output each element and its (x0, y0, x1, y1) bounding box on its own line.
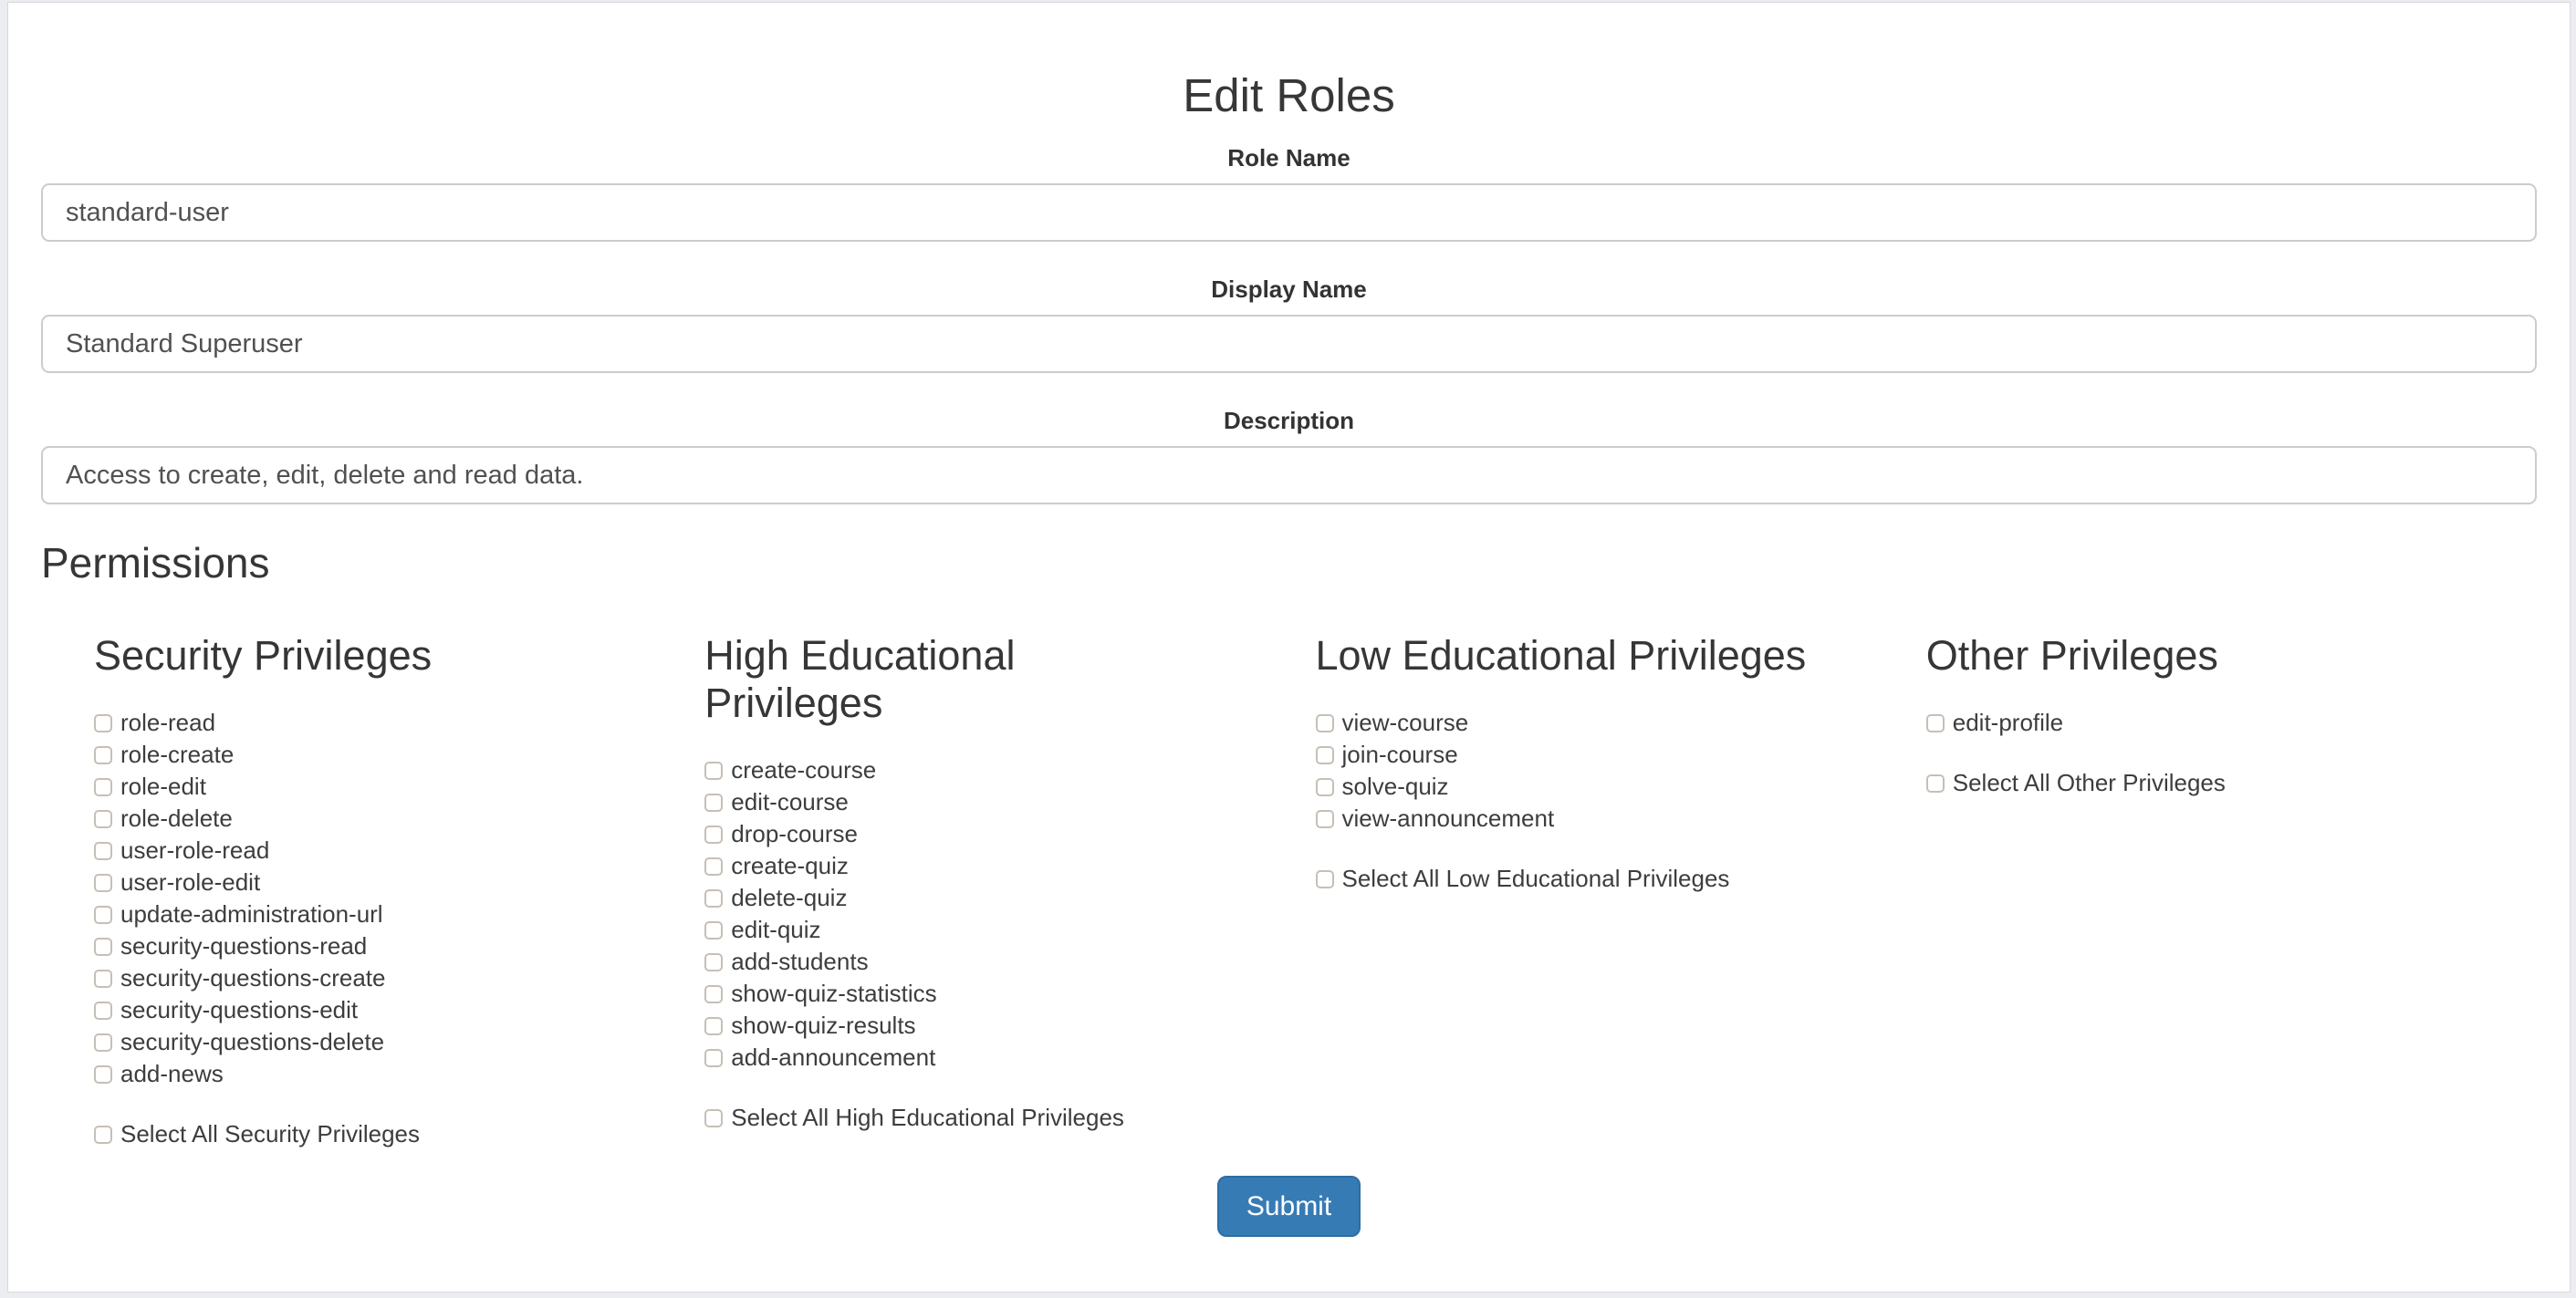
permission-row[interactable] (94, 962, 704, 994)
permission-label: drop-course (731, 820, 858, 847)
checkbox-create-quiz[interactable] (704, 857, 723, 876)
permission-row[interactable] (94, 1026, 704, 1058)
select-all-checkbox[interactable] (1316, 870, 1334, 888)
select-all-row[interactable] (94, 1118, 704, 1150)
role-name-input[interactable] (41, 183, 2537, 242)
permission-label: create-course (731, 756, 877, 784)
permission-label: show-quiz-statistics (731, 980, 937, 1007)
permission-group (1926, 632, 2537, 1150)
select-all-row[interactable] (1316, 863, 1926, 895)
permission-row[interactable] (94, 898, 704, 930)
permission-label: Select All Security Privileges (120, 1120, 421, 1147)
permission-label: security-questions-delete (120, 1028, 385, 1055)
permission-group-title: High Educational Privileges (704, 632, 1016, 726)
submit-area (41, 1176, 2537, 1237)
permission-label: delete-quiz (731, 884, 848, 911)
checkbox-role-create[interactable] (94, 746, 112, 764)
permission-label: view-course (1341, 709, 1469, 736)
edit-roles-page (7, 2, 2571, 1293)
permissions-grid (94, 632, 2537, 1150)
permission-label: show-quiz-results (731, 1012, 916, 1039)
checkbox-add-news[interactable] (94, 1065, 112, 1084)
permission-label: edit-quiz (731, 916, 821, 943)
permission-row[interactable] (704, 818, 1315, 850)
permission-row[interactable] (704, 914, 1315, 946)
permission-label: Select All High Educational Privileges (731, 1104, 1124, 1131)
role-name-group (41, 144, 2537, 242)
select-all-checkbox[interactable] (94, 1126, 112, 1144)
select-all-row[interactable] (1926, 767, 2537, 799)
permission-row[interactable] (94, 707, 704, 739)
checkbox-role-edit[interactable] (94, 778, 112, 796)
page-title: Edit Roles (1183, 69, 1395, 121)
permission-label: role-create (120, 741, 235, 768)
checkbox-solve-quiz[interactable] (1316, 778, 1334, 796)
permission-label: security-questions-create (120, 964, 386, 992)
permission-row[interactable] (704, 882, 1315, 914)
permission-label: role-read (120, 709, 216, 736)
submit-button[interactable]: Submit (1217, 1176, 1361, 1237)
permission-group (94, 632, 704, 1150)
permission-label: security-questions-read (120, 932, 368, 960)
checkbox-role-delete[interactable] (94, 810, 112, 828)
checkbox-join-course[interactable] (1316, 746, 1334, 764)
permission-label: Select All Other Privileges (1952, 769, 2226, 796)
checkbox-role-read[interactable] (94, 714, 112, 732)
permission-group (704, 632, 1315, 1150)
role-name-label: Role Name (1227, 144, 1351, 171)
permission-label: view-announcement (1341, 805, 1555, 832)
permission-label: create-quiz (731, 852, 849, 879)
select-all-checkbox[interactable] (704, 1109, 723, 1127)
description-input[interactable] (41, 446, 2537, 504)
permission-row[interactable] (1316, 771, 1926, 803)
checkbox-show-quiz-results[interactable] (704, 1017, 723, 1035)
permission-label: user-role-read (120, 836, 270, 864)
checkbox-view-course[interactable] (1316, 714, 1334, 732)
permission-label: add-announcement (731, 1044, 936, 1071)
display-name-input[interactable] (41, 315, 2537, 373)
permission-row[interactable] (94, 1058, 704, 1090)
permission-group-title: Other Privileges (1925, 632, 2218, 679)
permission-label: update-administration-url (120, 900, 383, 928)
permission-row[interactable] (94, 803, 704, 835)
permission-row[interactable] (704, 786, 1315, 818)
permission-row[interactable] (704, 978, 1315, 1010)
checkbox-security-questions-read[interactable] (94, 938, 112, 956)
select-all-checkbox[interactable] (1926, 774, 1945, 793)
permission-group-title: Low Educational Privileges (1315, 632, 1807, 679)
checkbox-add-announcement[interactable] (704, 1049, 723, 1067)
permission-row[interactable] (94, 930, 704, 962)
permission-label: security-questions-edit (120, 996, 359, 1023)
permission-row[interactable] (94, 835, 704, 867)
permission-group-title: Security Privileges (94, 632, 433, 679)
checkbox-delete-quiz[interactable] (704, 889, 723, 908)
permission-label: user-role-edit (120, 868, 261, 896)
permission-label: Select All Low Educational Privileges (1341, 865, 1730, 892)
checkbox-user-role-read[interactable] (94, 842, 112, 860)
checkbox-user-role-edit[interactable] (94, 874, 112, 892)
checkbox-view-announcement[interactable] (1316, 810, 1334, 828)
permission-row[interactable] (1926, 707, 2537, 739)
permission-label: solve-quiz (1341, 773, 1449, 800)
description-label: Description (1223, 407, 1355, 434)
checkbox-security-questions-create[interactable] (94, 970, 112, 988)
permission-row[interactable] (94, 739, 704, 771)
permission-label: edit-profile (1952, 709, 2064, 736)
permission-row[interactable] (1316, 739, 1926, 771)
permission-row[interactable] (94, 771, 704, 803)
checkbox-edit-quiz[interactable] (704, 921, 723, 940)
checkbox-update-administration-url[interactable] (94, 906, 112, 924)
display-name-group (41, 275, 2537, 373)
permission-row[interactable] (1316, 803, 1926, 835)
permission-row[interactable] (704, 946, 1315, 978)
checkbox-edit-course[interactable] (704, 794, 723, 812)
checkbox-security-questions-delete[interactable] (94, 1033, 112, 1052)
checkbox-show-quiz-statistics[interactable] (704, 985, 723, 1003)
checkbox-add-students[interactable] (704, 953, 723, 971)
display-name-label: Display Name (1211, 275, 1367, 303)
description-group (41, 407, 2537, 504)
checkbox-edit-profile[interactable] (1926, 714, 1945, 732)
checkbox-create-course[interactable] (704, 762, 723, 780)
permission-label: edit-course (731, 788, 849, 815)
permission-label: role-edit (120, 773, 206, 800)
permission-label: role-delete (120, 805, 233, 832)
permission-label: add-news (120, 1060, 224, 1087)
permission-label: join-course (1341, 741, 1458, 768)
select-all-row[interactable] (704, 1102, 1315, 1134)
permission-row[interactable] (704, 1042, 1315, 1074)
permission-row[interactable] (94, 994, 704, 1026)
permission-row[interactable] (704, 850, 1315, 882)
permission-group (1316, 632, 1926, 1150)
permission-label: add-students (731, 948, 869, 975)
permission-row[interactable] (94, 867, 704, 898)
permission-row[interactable] (704, 754, 1315, 786)
permission-row[interactable] (704, 1010, 1315, 1042)
permissions-title: Permissions (41, 539, 270, 587)
checkbox-security-questions-edit[interactable] (94, 1002, 112, 1020)
permission-row[interactable] (1316, 707, 1926, 739)
checkbox-drop-course[interactable] (704, 826, 723, 844)
